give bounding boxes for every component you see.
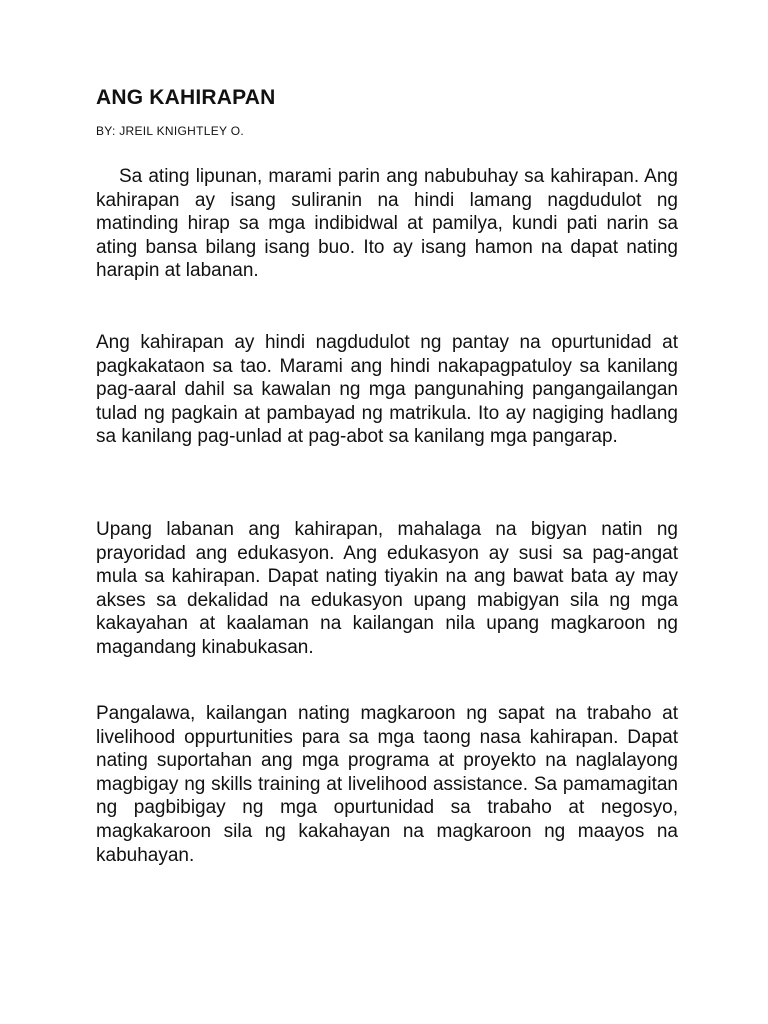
paragraph: Pangalawa, kailangan nating magkaroon ng sapat na trabaho at livelihood oppurtunities para sa mga taong nasa kahirapan. Dapat nating suportahan ang mga programa at proyekto na naglalayong magbigay ng skills training at livelihood assistance. Sa pamamagitan ng pagbibigay ng mga opurtunidad sa trabaho at negosyo, magkakaroon sila ng kakahayan na magkaroon ng maayos na kabuhayan. <box>96 703 678 866</box>
document-title: ANG KAHIRAPAN <box>96 86 276 109</box>
paragraph: Ang kahirapan ay hindi nagdudulot ng pantay na opurtunidad at pagkakataon sa tao. Marami ang hindi nakapagpatuloy sa kanilang pag-aaral dahil sa kawalan ng mga pangunahing pangangailangan tulad ng pagkain at pambayad ng matrikula. Ito ay nagiging hadlang sa kanilang pag-unlad at pag-abot sa kanilang mga pangarap. <box>96 332 678 448</box>
paragraph: Upang labanan ang kahirapan, mahalaga na bigyan natin ng prayoridad ang edukasyon. Ang edukasyon ay susi sa pag-angat mula sa kahirapan. Dapat nating tiyakin na ang bawat bata ay may akses sa dekalidad na edukasyon upang mabigyan sila ng mga kakayahan at kaalaman na kailangan nila upang magkaroon ng magandang kinabukasan. <box>96 519 678 658</box>
document-author: BY: JREIL KNIGHTLEY O. <box>96 124 244 138</box>
paragraph: Sa ating lipunan, marami parin ang nabubuhay sa kahirapan. Ang kahirapan ay isang suliranin na hindi lamang nagdudulot ng matinding hirap sa mga indibidwal at pamilya, kundi pati narin sa ating bansa bilang isang buo. Ito ay isang hamon na dapat nating harapin at labanan. <box>96 166 678 282</box>
